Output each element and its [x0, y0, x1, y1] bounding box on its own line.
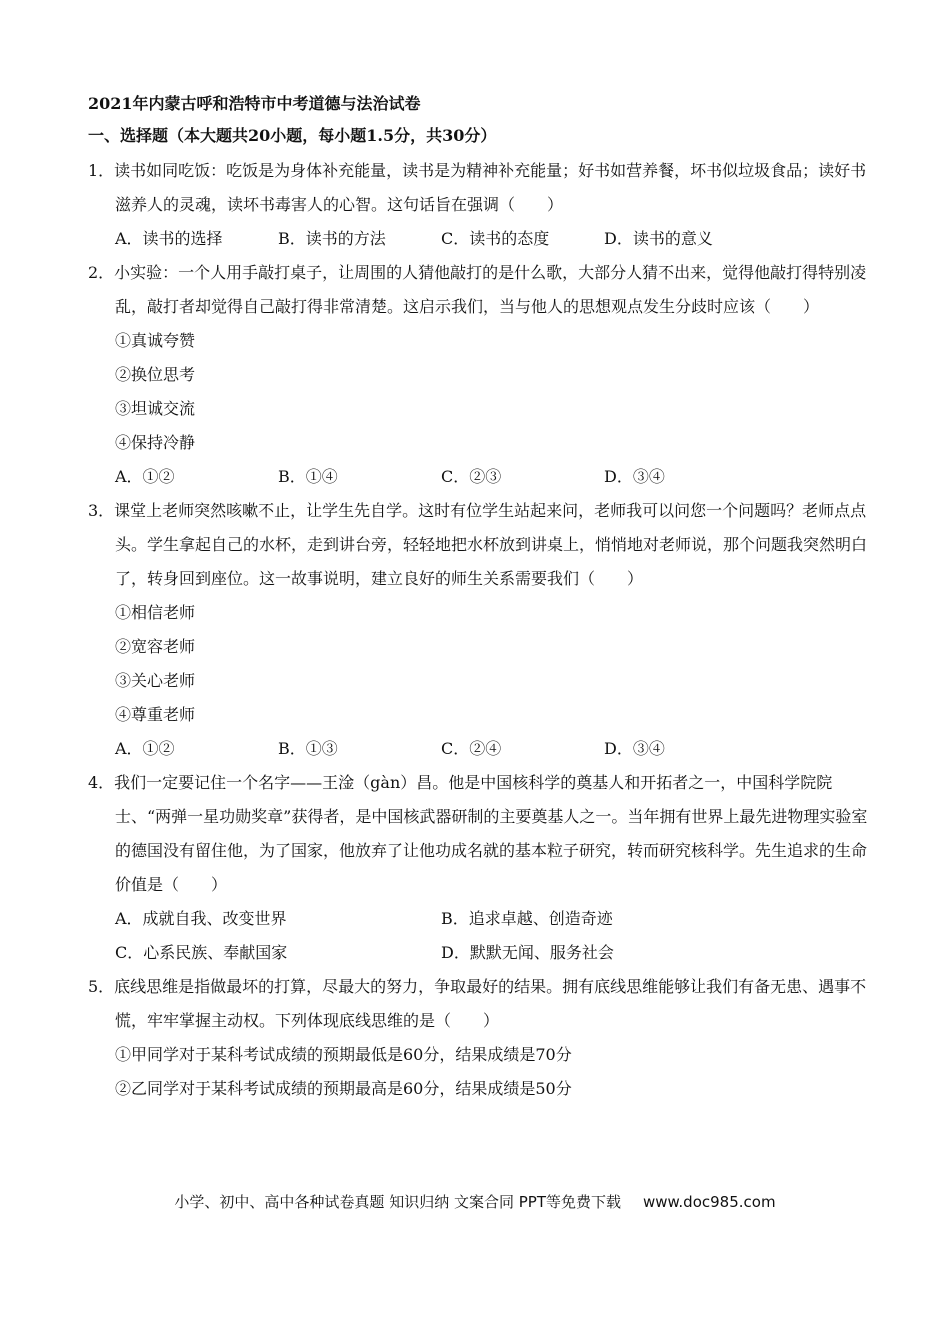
question-stem: 5．底线思维是指做最坏的打算，尽最大的努力，争取最好的结果。拥有底线思维能够让我们有备无患、遇事不慌，牢牢掌握主动权。下列体现底线思维的是（ ）: [88, 977, 867, 1030]
option-d: D．读书的意义: [604, 229, 713, 248]
question-stem: 4．我们一定要记住一个名字——王淦（gàn）昌。他是中国核科学的奠基人和开拓者之一，中国科学院院士、“两弹一星功勋奖章”获得者，是中国核武器研制的主要奠基人之一。当年拥有世界上最先进物理实验室的德国没有留住他，为了国家，他放弃了让他功成名就的基本粒子研究，转而研究核科学。先生追求的生命价值是（ ）: [88, 773, 868, 894]
statement-item: ④保持冷静: [115, 433, 196, 452]
statement-item: ③坦诚交流: [115, 399, 196, 418]
statement-item: ①甲同学对于某科考试成绩的预期最低是60分，结果成绩是70分: [115, 1045, 572, 1064]
page-title: 2021年内蒙古呼和浩特市中考道德与法治试卷: [88, 94, 421, 113]
statement-item: ①相信老师: [115, 603, 196, 622]
option-b: B．追求卓越、创造奇迹: [441, 909, 613, 928]
option-a: A．①②: [115, 739, 175, 758]
answer-options: [88, 460, 878, 494]
footer-text: 小学、初中、高中各种试卷真题 知识归纳 文案合同 PPT等免费下载: [174, 1193, 621, 1211]
option-d: D．③④: [604, 467, 665, 486]
page-footer: [0, 1190, 950, 1214]
statement-item: ①真诚夸赞: [115, 331, 196, 350]
statement-item: ②宽容老师: [115, 637, 196, 656]
exam-page: [88, 92, 878, 1106]
option-b: B．①④: [278, 467, 338, 486]
question-5: [88, 970, 878, 1106]
option-b: B．读书的方法: [278, 229, 386, 248]
option-b: B．①③: [278, 739, 338, 758]
question-3: [88, 494, 878, 766]
statement-item: ②换位思考: [115, 365, 196, 384]
option-c: C．读书的态度: [441, 229, 550, 248]
option-a: A．①②: [115, 467, 175, 486]
answer-options: [88, 732, 878, 766]
section-heading: 一、选择题（本大题共20小题，每小题1.5分，共30分）: [88, 126, 497, 145]
option-d: D．③④: [604, 739, 665, 758]
answer-options: [88, 902, 878, 970]
option-c: C．②④: [441, 739, 502, 758]
question-stem: 1．读书如同吃饭：吃饭是为身体补充能量，读书是为精神补充能量；好书如营养餐，坏书似垃圾食品；读好书滋养人的灵魂，读坏书毒害人的心智。这句话旨在强调（ ）: [88, 161, 867, 214]
question-stem: 2．小实验：一个人用手敲打桌子，让周围的人猜他敲打的是什么歌，大部分人猜不出来，觉得他敲打得特别凌乱，敲打者却觉得自己敲打得非常清楚。这启示我们，当与他人的思想观点发生分歧时应该（ ）: [88, 263, 867, 316]
option-c: C．②③: [441, 467, 502, 486]
question-4: [88, 766, 878, 970]
footer-link[interactable]: www.doc985.com: [642, 1193, 776, 1211]
option-c: C．心系民族、奉献国家: [115, 943, 288, 962]
statement-item: ③关心老师: [115, 671, 196, 690]
option-a: A．读书的选择: [115, 229, 223, 248]
statement-item: ②乙同学对于某科考试成绩的预期最高是60分，结果成绩是50分: [115, 1079, 572, 1098]
question-stem: 3．课堂上老师突然咳嗽不止，让学生先自学。这时有位学生站起来问，老师我可以问您一个问题吗？老师点点头。学生拿起自己的水杯，走到讲台旁，轻轻地把水杯放到讲桌上，悄悄地对老师说，那个问题我突然明白了，转身回到座位。这一故事说明，建立良好的师生关系需要我们（ ）: [88, 501, 868, 588]
question-1: [88, 154, 878, 256]
option-d: D．默默无闻、服务社会: [441, 943, 614, 962]
option-a: A．成就自我、改变世界: [115, 909, 287, 928]
statement-item: ④尊重老师: [115, 705, 196, 724]
question-2: [88, 256, 878, 494]
answer-options: [88, 222, 878, 256]
